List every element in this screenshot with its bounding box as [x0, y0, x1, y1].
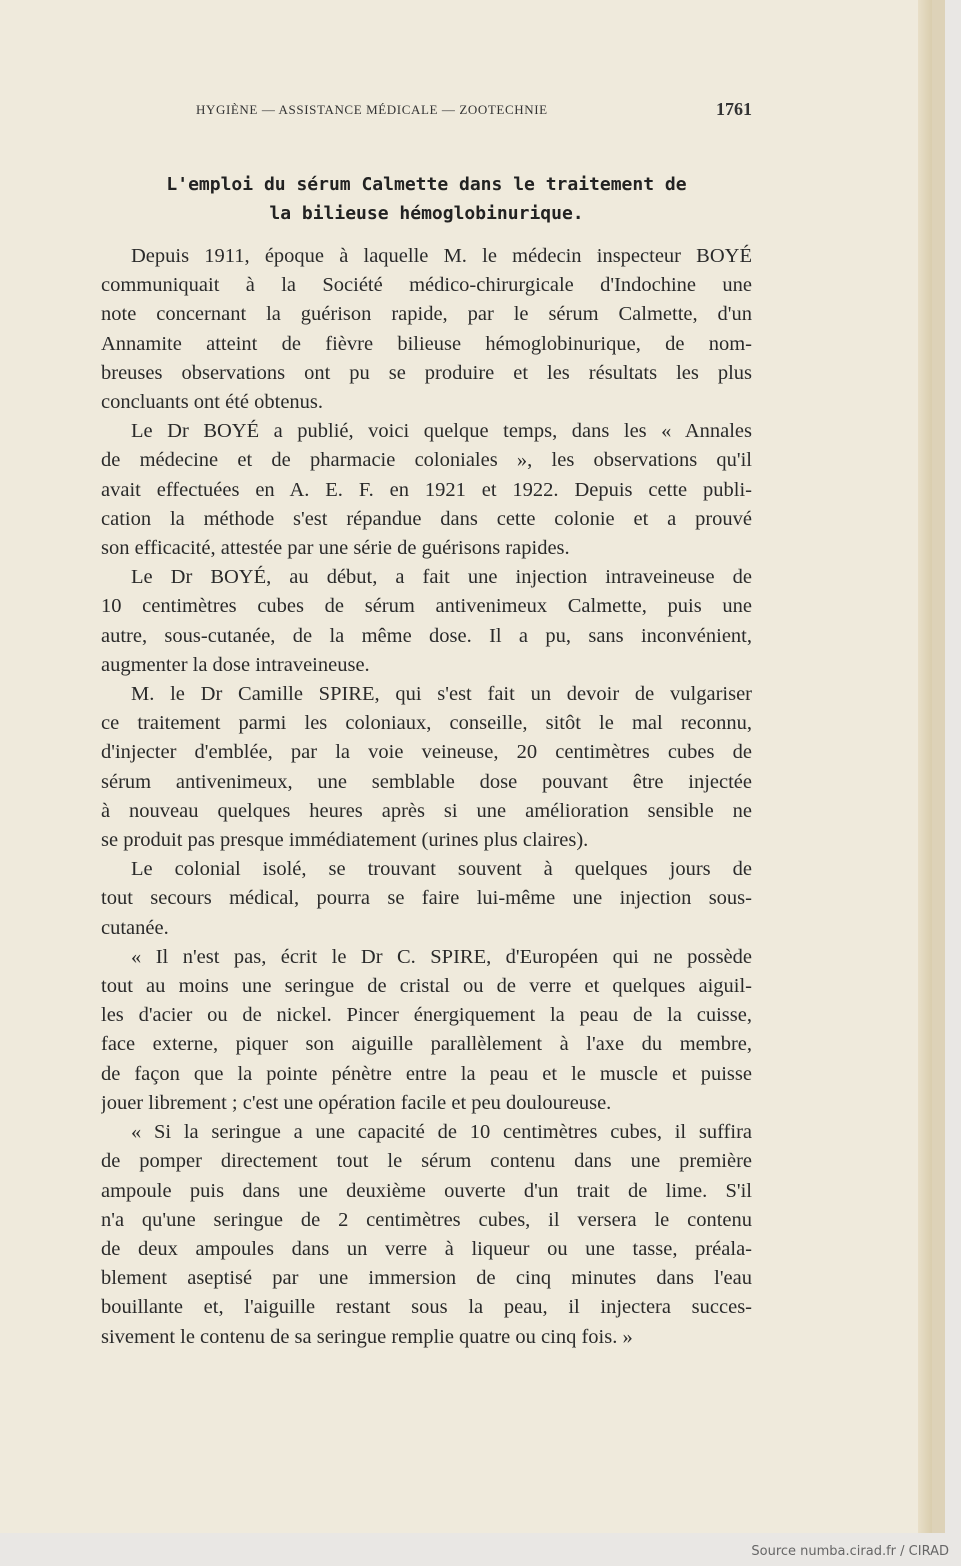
text-line: sivement le contenu de sa seringue remplie quatre ou cinq fois. » — [101, 1325, 633, 1348]
paragraph — [101, 1118, 752, 1352]
title-line: L'emploi du sérum Calmette dans le traitement de — [166, 174, 687, 195]
page-number: 1761 — [716, 99, 752, 119]
running-header — [196, 99, 752, 119]
text-line: face externe, piquer son aiguille parallèlement à l'axe du membre, — [101, 1033, 752, 1056]
text-line: Le colonial isolé, se trouvant souvent à quelques jours de — [131, 858, 752, 881]
text-line: concluants ont été obtenus. — [101, 391, 324, 414]
paragraph — [101, 855, 752, 943]
text-line: se produit pas presque immédiatement (urines plus claires). — [101, 829, 589, 852]
text-line: cutanée. — [101, 916, 169, 939]
text-line: communiquait à la Société médico-chirurgicale d'Indochine une — [101, 274, 752, 297]
text-line: ce traitement parmi les coloniaux, conseille, sitôt le mal reconnu, — [101, 712, 752, 735]
text-line: n'a qu'une seringue de 2 centimètres cubes, il versera le contenu — [101, 1208, 752, 1231]
article-title — [101, 170, 752, 228]
text-line: de deux ampoules dans un verre à liqueur ou une tasse, préala- — [101, 1237, 752, 1260]
text-line: les d'acier ou de nickel. Pincer énergiquement la peau de la cuisse, — [101, 1004, 752, 1027]
text-line: jouer librement ; c'est une opération facile et peu douloureuse. — [101, 1091, 612, 1114]
paragraph — [101, 242, 752, 417]
text-line: de façon que la pointe pénètre entre la peau et le muscle et puisse — [101, 1062, 752, 1085]
paragraph — [101, 417, 752, 563]
text-line: bouillante et, l'aiguille restant sous la peau, il injectera succes- — [101, 1296, 752, 1319]
text-line: Le Dr BOYÉ, au début, a fait une injection intraveineuse de — [131, 566, 752, 589]
text-line: note concernant la guérison rapide, par le sérum Calmette, d'un — [101, 303, 752, 326]
text-line: Le Dr BOYÉ a publié, voici quelque temps, dans les « Annales — [131, 420, 752, 443]
text-line: de pomper directement tout le sérum contenu dans une première — [101, 1150, 752, 1173]
text-line: M. le Dr Camille SPIRE, qui s'est fait un devoir de vulgariser — [131, 683, 752, 706]
page-edge — [918, 0, 932, 1533]
text-line: à nouveau quelques heures après si une amélioration sensible ne — [101, 799, 752, 822]
text-line: sérum antivenimeux, une semblable dose pouvant être injectée — [101, 770, 752, 793]
article-body — [101, 242, 752, 1352]
text-line: Depuis 1911, époque à laquelle M. le médecin inspecteur BOYÉ — [131, 245, 752, 267]
running-title: HYGIÈNE — ASSISTANCE MÉDICALE — ZOOTECHNIE — [196, 102, 548, 117]
text-line: tout au moins une seringue de cristal ou de verre et quelques aiguil- — [101, 975, 752, 998]
text-line: ampoule puis dans une deuxième ouverte d'un trait de lime. S'il — [101, 1179, 752, 1202]
source-credit: Source numba.cirad.fr / CIRAD — [751, 1544, 949, 1559]
text-line: « Il n'est pas, écrit le Dr C. SPIRE, d'Européen qui ne possède — [131, 945, 752, 968]
paragraph — [101, 943, 752, 1118]
text-line: d'injecter d'emblée, par la voie veineuse, 20 centimètres cubes de — [101, 741, 752, 764]
text-line: son efficacité, attestée par une série de guérisons rapides. — [101, 537, 570, 560]
text-line: 10 centimètres cubes de sérum antivenimeux Calmette, puis une — [101, 595, 752, 618]
text-line: blement aseptisé par une immersion de cinq minutes dans l'eau — [101, 1267, 752, 1290]
text-line: breuses observations ont pu se produire et les résultats les plus — [101, 361, 752, 384]
text-line: cation la méthode s'est répandue dans cette colonie et a prouvé — [101, 507, 752, 530]
text-line: « Si la seringue a une capacité de 10 centimètres cubes, il suffira — [131, 1121, 752, 1144]
text-line: autre, sous-cutanée, de la même dose. Il a pu, sans inconvénient, — [101, 624, 752, 647]
text-line: tout secours médical, pourra se faire lui-même une injection sous- — [101, 887, 752, 910]
paragraph — [101, 680, 752, 855]
paragraph — [101, 563, 752, 680]
title-line: la bilieuse hémoglobinurique. — [269, 203, 584, 224]
text-line: Annamite atteint de fièvre bilieuse hémoglobinurique, de nom- — [101, 332, 752, 355]
text-line: de médecine et de pharmacie coloniales », les observations qu'il — [101, 449, 752, 472]
text-line: augmenter la dose intraveineuse. — [101, 653, 370, 676]
text-line: avait effectuées en A. E. F. en 1921 et 1922. Depuis cette publi- — [101, 478, 752, 501]
